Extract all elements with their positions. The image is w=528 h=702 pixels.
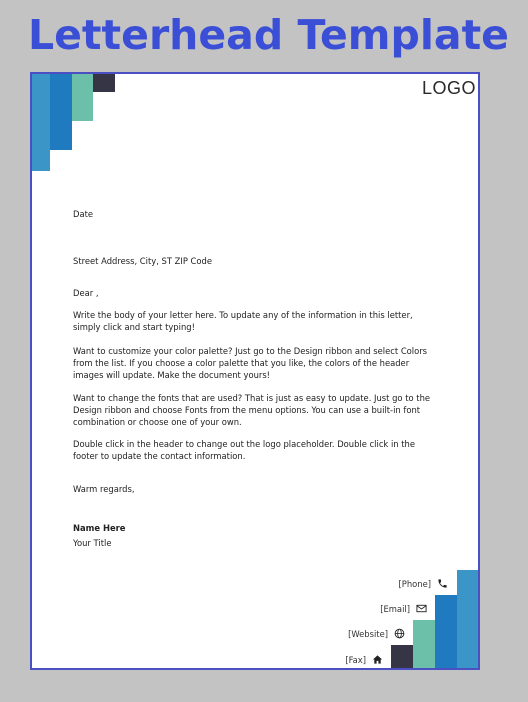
signature-name[interactable]: Name Here bbox=[73, 523, 126, 533]
email-label: [Email] bbox=[380, 603, 410, 614]
email-icon bbox=[416, 603, 427, 614]
letter-closing[interactable]: Warm regards, bbox=[73, 484, 135, 494]
phone-label: [Phone] bbox=[398, 578, 431, 589]
globe-icon bbox=[394, 628, 405, 639]
letter-page[interactable] bbox=[30, 72, 480, 670]
footer-fax[interactable] bbox=[345, 654, 383, 665]
letter-paragraph[interactable]: Want to customize your color palette? Just go to the Design ribbon and select Colors from the list. If you choose a color palette that you like, the colors of the header images will update. Make the document yours! bbox=[73, 346, 428, 380]
banner-title: Letterhead Template bbox=[28, 11, 509, 59]
header-block-blue-left bbox=[32, 74, 50, 171]
header-block-navy bbox=[93, 74, 115, 92]
footer-block-navy bbox=[391, 645, 413, 670]
website-label: [Website] bbox=[348, 628, 388, 639]
letter-paragraph[interactable]: Double click in the header to change out the logo placeholder. Double click in the footer to update the contact information. bbox=[73, 439, 415, 461]
fax-label: [Fax] bbox=[345, 654, 366, 665]
letter-address[interactable]: Street Address, City, ST ZIP Code bbox=[73, 256, 212, 266]
letter-greeting[interactable]: Dear , bbox=[73, 288, 99, 298]
letter-date[interactable]: Date bbox=[73, 209, 94, 219]
letter-paragraph[interactable]: Write the body of your letter here. To update any of the information in this letter, simply click and start typing! bbox=[73, 310, 413, 332]
phone-icon bbox=[437, 578, 448, 589]
home-icon bbox=[372, 654, 383, 665]
header-block-teal bbox=[72, 74, 93, 121]
footer-block-teal bbox=[413, 620, 435, 670]
footer-email[interactable] bbox=[380, 603, 427, 614]
header-block-blue-tall bbox=[50, 74, 72, 150]
footer-phone[interactable] bbox=[399, 578, 448, 589]
signature-title[interactable]: Your Title bbox=[73, 538, 112, 548]
letter-paragraph[interactable]: Want to change the fonts that are used? That is just as easy to update. Just go to the Design ribbon and choose Fonts from the menu options. You can use a built-in font combination or choose one of your own. bbox=[73, 393, 431, 427]
footer-block-blue-right bbox=[457, 570, 479, 670]
footer-block-blue-tall bbox=[435, 595, 457, 670]
logo-placeholder[interactable]: LOGO bbox=[421, 78, 476, 98]
footer-website[interactable] bbox=[348, 628, 405, 639]
